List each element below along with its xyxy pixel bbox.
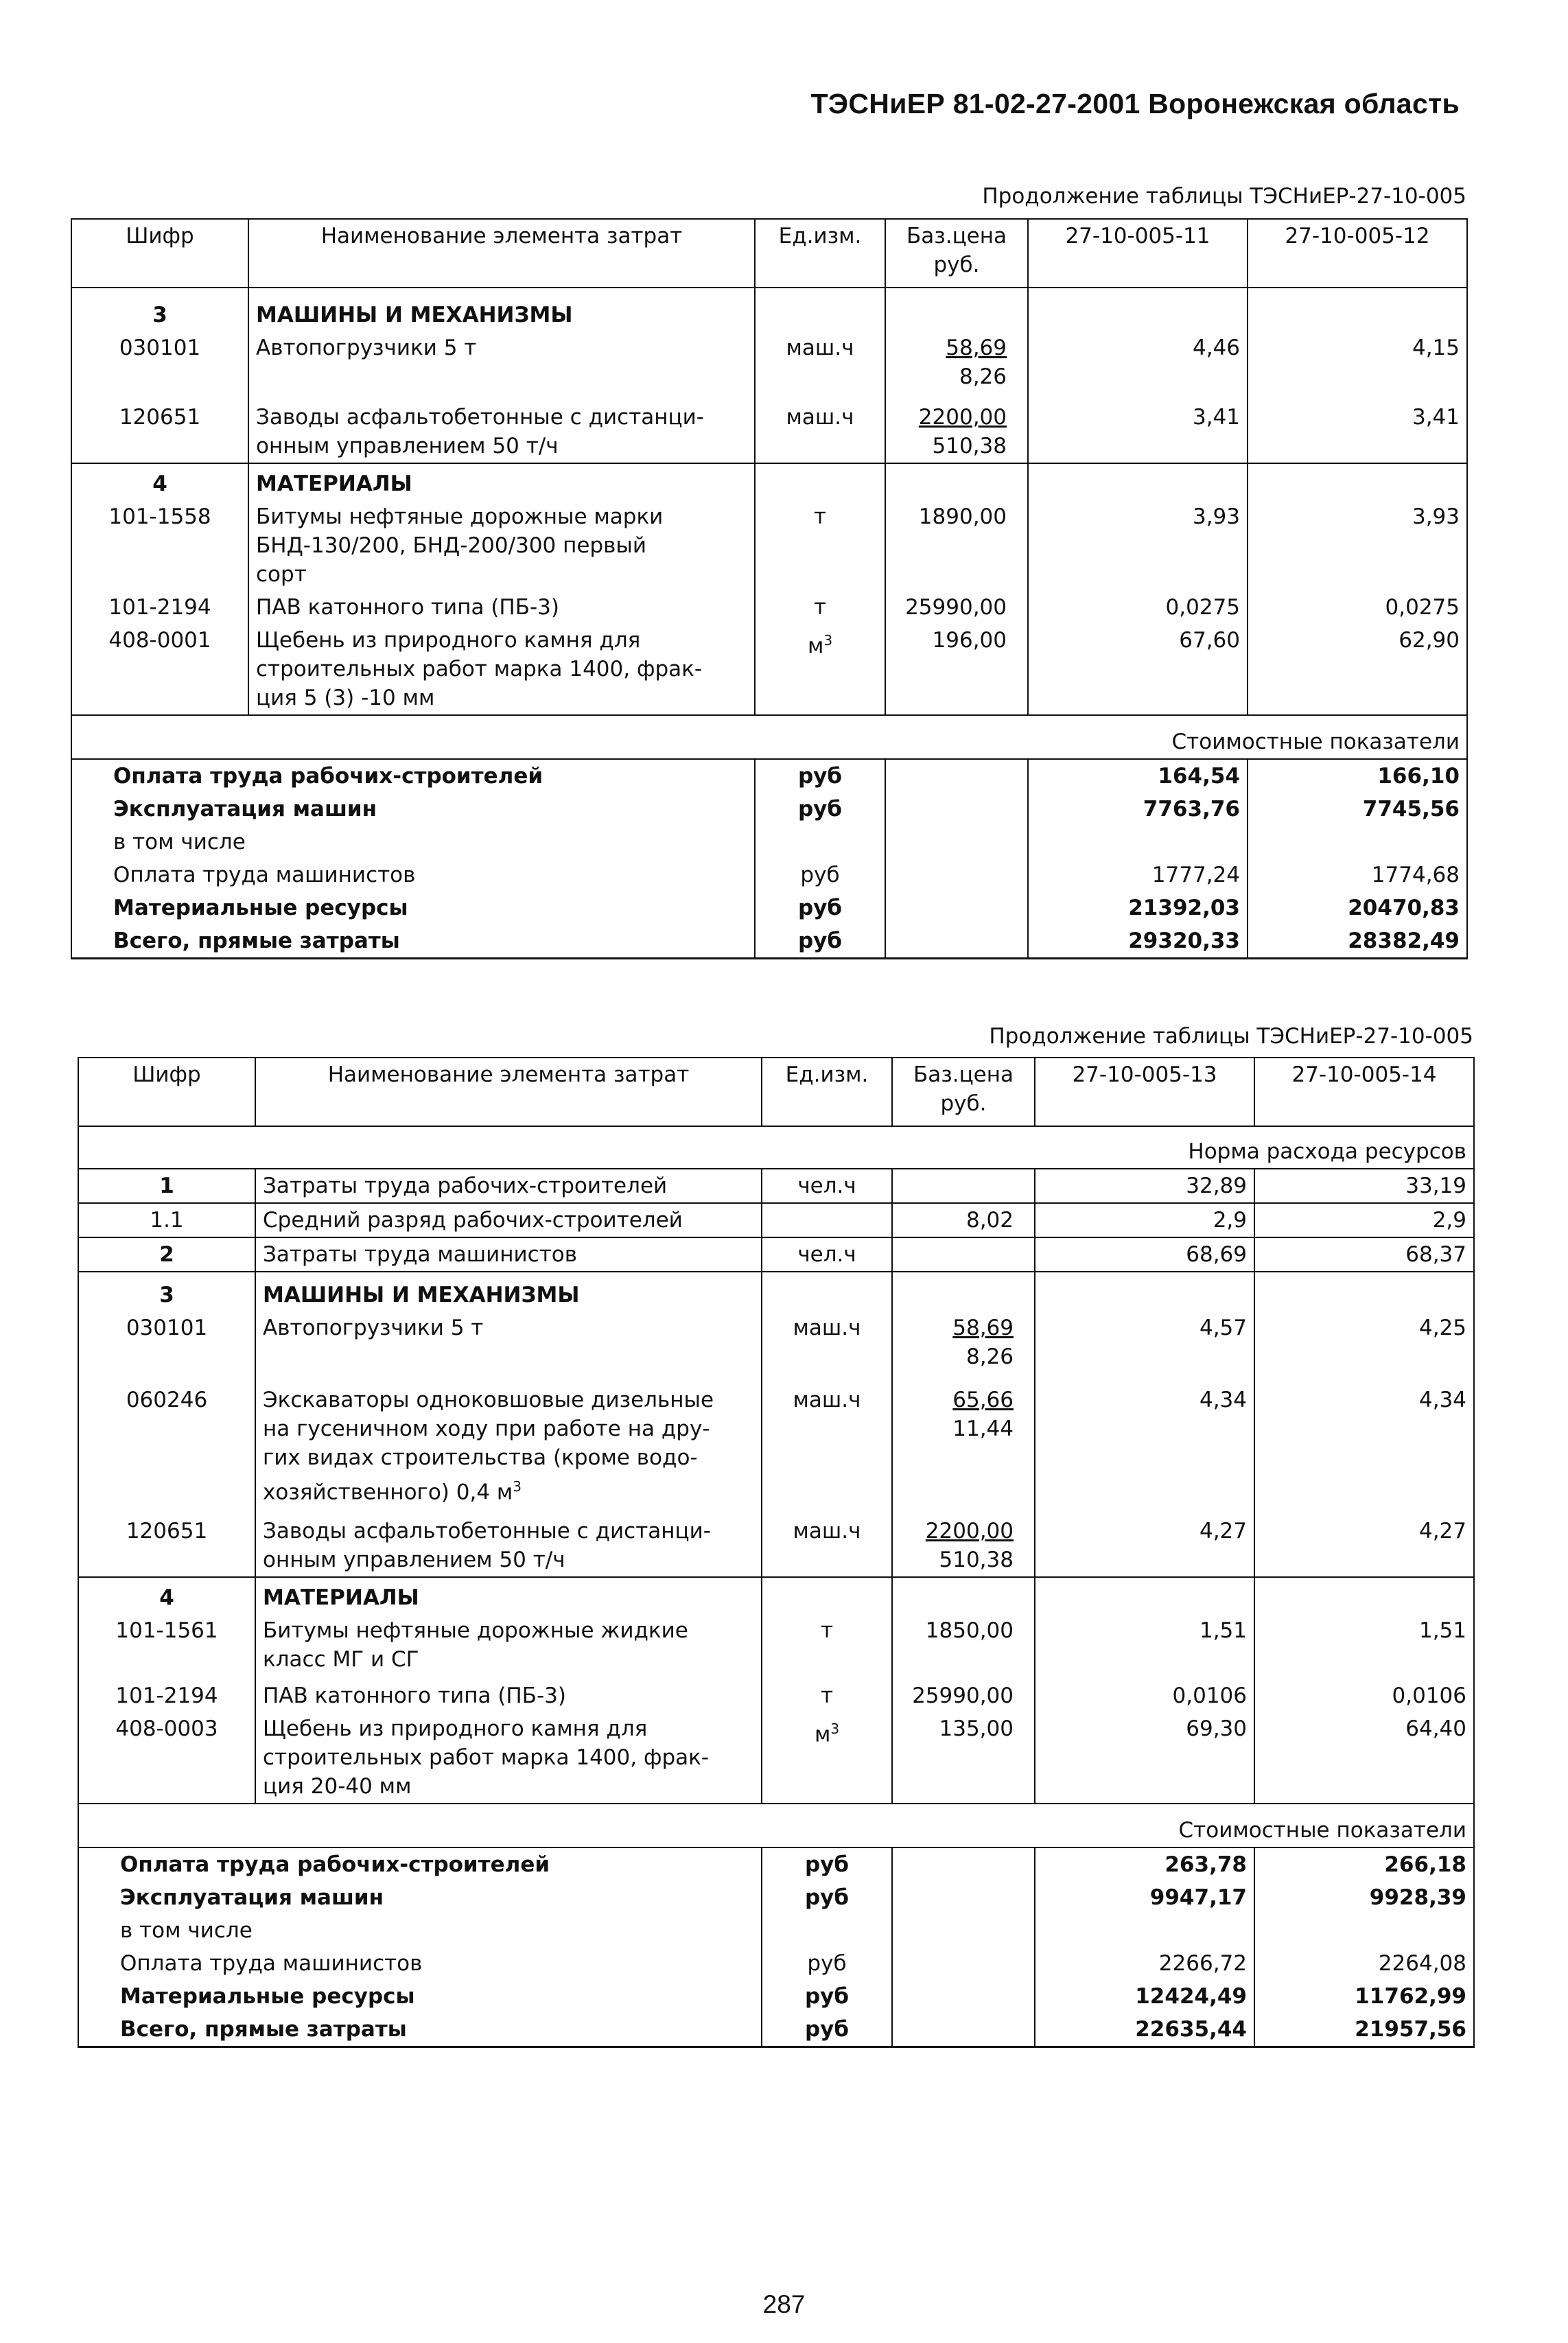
- table-cell: [885, 288, 1028, 331]
- table-cell: 0,0106: [1254, 1676, 1474, 1712]
- table-cell: Оплата труда машинистов: [78, 1947, 762, 1980]
- table-cell: Щебень из природного камня для строительных работ марка 1400, фрак- ция 5 (3) -10 мм: [248, 624, 755, 715]
- table-cell: маш.ч: [762, 1508, 892, 1577]
- table-cell: [755, 826, 885, 859]
- table-cell: Битумы нефтяные дорожные марки БНД-130/200, БНД-200/300 первый сорт: [248, 500, 755, 591]
- table-cell: [1254, 1577, 1474, 1614]
- table-cell: т: [762, 1676, 892, 1712]
- table-cell: т: [755, 591, 885, 624]
- table-row: [71, 591, 1467, 624]
- table-cell: [885, 463, 1028, 500]
- table-cell: в том числе: [71, 826, 755, 859]
- table-cell: [1254, 1272, 1474, 1312]
- table-cell: 2266,72: [1035, 1947, 1254, 1980]
- table-cell: 9928,39: [1254, 1881, 1474, 1914]
- table-cell: 266,18: [1254, 1847, 1474, 1881]
- table-cell: руб: [762, 1847, 892, 1881]
- table-cell: [762, 1272, 892, 1312]
- table-cell: 030101: [71, 331, 248, 393]
- table-cell: [892, 1577, 1035, 1614]
- table-cell: 4,34: [1254, 1373, 1474, 1508]
- table-cell: Материальные ресурсы: [71, 891, 755, 924]
- table2-caption: Продолжение таблицы ТЭСНиЕР-27-10-005: [989, 1024, 1473, 1049]
- table-cell: 166,10: [1248, 759, 1467, 793]
- table-cell: [1035, 1577, 1254, 1614]
- table-cell: 2200,00 510,38: [892, 1508, 1035, 1577]
- section-row: [71, 288, 1467, 331]
- table-cell: [762, 1914, 892, 1947]
- table-row: [78, 1614, 1474, 1676]
- table-cell: 58,69 8,26: [892, 1312, 1035, 1373]
- table-cell: 408-0001: [71, 624, 248, 715]
- table-cell: руб: [762, 1980, 892, 2013]
- table-cell: ПАВ катонного типа (ПБ-3): [248, 591, 755, 624]
- table-cell: Всего, прямые затраты: [71, 924, 755, 959]
- table-cell: 7745,56: [1248, 793, 1467, 826]
- table-cell: 408-0003: [78, 1712, 255, 1804]
- table-cell: [892, 2013, 1035, 2047]
- table-cell: $м^3$: [755, 624, 885, 715]
- table-cell: 263,78: [1035, 1847, 1254, 1881]
- table-cell: [885, 759, 1028, 793]
- table-cell: Оплата труда рабочих-строителей: [78, 1847, 762, 1881]
- table-cell: руб: [755, 793, 885, 826]
- table-cell: т: [755, 500, 885, 591]
- table-cell: маш.ч: [762, 1312, 892, 1373]
- column-header-b: 27-10-005-12: [1248, 219, 1467, 288]
- table-cell: 1777,24: [1028, 859, 1248, 891]
- table-cell: 1850,00: [892, 1614, 1035, 1676]
- table-cell: 1,51: [1035, 1614, 1254, 1676]
- summary-row: [78, 1847, 1474, 1881]
- table-cell: 030101: [78, 1312, 255, 1373]
- table-cell: [1035, 1272, 1254, 1312]
- table-cell: 101-2194: [71, 591, 248, 624]
- table-cell: Стоимостные показатели: [1035, 1804, 1474, 1847]
- table-cell: [892, 1980, 1035, 2013]
- table-cell: руб: [762, 1947, 892, 1980]
- table-cell: [1248, 826, 1467, 859]
- table-cell: Затраты труда машинистов: [255, 1237, 762, 1272]
- table-cell: [1028, 463, 1248, 500]
- page-number: 287: [762, 2290, 806, 2318]
- table-cell: руб: [755, 891, 885, 924]
- table-cell: [762, 1577, 892, 1614]
- table-cell: 4,34: [1035, 1373, 1254, 1508]
- table-cell: 120651: [78, 1508, 255, 1577]
- column-header-a: 27-10-005-11: [1028, 219, 1248, 288]
- table-cell: [892, 1272, 1035, 1312]
- table-cell: [1028, 826, 1248, 859]
- table-cell: руб: [755, 924, 885, 959]
- table-cell: 1,51: [1254, 1614, 1474, 1676]
- table-cell: [892, 1881, 1035, 1914]
- summary-row: [71, 891, 1467, 924]
- table-cell: 1: [78, 1169, 255, 1203]
- table-cell: 33,19: [1254, 1169, 1474, 1203]
- table-cell: маш.ч: [755, 393, 885, 463]
- summary-row: [71, 924, 1467, 959]
- column-header-unit: Ед.изм.: [762, 1058, 892, 1126]
- table-cell: 2,9: [1254, 1203, 1474, 1237]
- table-cell: 196,00: [885, 624, 1028, 715]
- table-row: [78, 1508, 1474, 1577]
- table-cell: Заводы асфальтобетонные с дистанци- онным управлением 50 т/ч: [255, 1508, 762, 1577]
- summary-row: [78, 1980, 1474, 2013]
- table-cell: Стоимостные показатели: [1028, 715, 1467, 759]
- table-row: [78, 1373, 1474, 1508]
- column-header-name: Наименование элемента затрат: [248, 219, 755, 288]
- table-cell: 25990,00: [885, 591, 1028, 624]
- table-cell: 0,0106: [1035, 1676, 1254, 1712]
- norm-label-row: [78, 1126, 1474, 1169]
- section-row: [78, 1577, 1474, 1614]
- column-header-price: Баз.цена руб.: [892, 1058, 1035, 1126]
- table-row: [78, 1237, 1474, 1272]
- table-cell: 101-2194: [78, 1676, 255, 1712]
- table-cell: 22635,44: [1035, 2013, 1254, 2047]
- column-header-unit: Ед.изм.: [755, 219, 885, 288]
- table-cell: 101-1561: [78, 1614, 255, 1676]
- table-cell: 62,90: [1248, 624, 1467, 715]
- table1-caption: Продолжение таблицы ТЭСНиЕР-27-10-005: [982, 184, 1466, 209]
- table-cell: Материальные ресурсы: [78, 1980, 762, 2013]
- table-row: [71, 500, 1467, 591]
- cost-label-row: [78, 1804, 1474, 1847]
- table-cell: Битумы нефтяные дорожные жидкие класс МГ и СГ: [255, 1614, 762, 1676]
- table-cell: [755, 463, 885, 500]
- column-header-b: 27-10-005-14: [1254, 1058, 1474, 1126]
- table-cell: 4,15: [1248, 331, 1467, 393]
- page-title: ТЭСНиЕР 81-02-27-2001 Воронежская область: [810, 88, 1460, 119]
- table-cell: 3,41: [1028, 393, 1248, 463]
- table-cell: 7763,76: [1028, 793, 1248, 826]
- table-cell: 32,89: [1035, 1169, 1254, 1203]
- table-cell: [885, 793, 1028, 826]
- table-cell: Экскаваторы одноковшовые дизельные на гусеничном ходу при работе на дру- гих видах строительства (кроме водо- хозяйственного) 0,4 $м^3$: [255, 1373, 762, 1508]
- table-cell: [885, 826, 1028, 859]
- table-cell: Автопогрузчики 5 т: [248, 331, 755, 393]
- table-cell: 1.1: [78, 1203, 255, 1237]
- table-cell: т: [762, 1614, 892, 1676]
- section-row: [78, 1272, 1474, 1312]
- table-cell: 4,25: [1254, 1312, 1474, 1373]
- table-cell: $м^3$: [762, 1712, 892, 1804]
- table-cell: [762, 1203, 892, 1237]
- table-cell: Щебень из природного камня для строительных работ марка 1400, фрак- ция 20-40 мм: [255, 1712, 762, 1804]
- table1: [71, 218, 1468, 959]
- table-cell: 4: [71, 463, 248, 500]
- table-cell: 68,69: [1035, 1237, 1254, 1272]
- table-cell: чел.ч: [762, 1169, 892, 1203]
- table-cell: Средний разряд рабочих-строителей: [255, 1203, 762, 1237]
- table-cell: 3,41: [1248, 393, 1467, 463]
- table-cell: 64,40: [1254, 1712, 1474, 1804]
- table-cell: Норма расхода ресурсов: [1035, 1126, 1474, 1169]
- table-cell: 120651: [71, 393, 248, 463]
- table-cell: [892, 1914, 1035, 1947]
- table-cell: чел.ч: [762, 1237, 892, 1272]
- table-cell: 69,30: [1035, 1712, 1254, 1804]
- table-cell: 135,00: [892, 1712, 1035, 1804]
- table-cell: 164,54: [1028, 759, 1248, 793]
- table2-header-row: [78, 1058, 1474, 1126]
- column-header-code: Шифр: [71, 219, 248, 288]
- summary-row: [78, 2013, 1474, 2047]
- table1-header-row: [71, 219, 1467, 288]
- table-cell: 4: [78, 1577, 255, 1614]
- table-cell: 0,0275: [1248, 591, 1467, 624]
- table-cell: маш.ч: [762, 1373, 892, 1508]
- table-cell: 11762,99: [1254, 1980, 1474, 2013]
- table-cell: 2264,08: [1254, 1947, 1474, 1980]
- summary-row: [78, 1881, 1474, 1914]
- summary-row: [78, 1914, 1474, 1947]
- table-cell: Эксплуатация машин: [71, 793, 755, 826]
- table-cell: 3,93: [1028, 500, 1248, 591]
- table-cell: [78, 1126, 1035, 1169]
- table-cell: МАТЕРИАЛЫ: [255, 1577, 762, 1614]
- table-row: [78, 1676, 1474, 1712]
- table-cell: 060246: [78, 1373, 255, 1508]
- table-cell: Автопогрузчики 5 т: [255, 1312, 762, 1373]
- table-cell: руб: [762, 2013, 892, 2047]
- summary-row: [78, 1947, 1474, 1980]
- table-cell: [71, 715, 1028, 759]
- table-cell: МАШИНЫ И МЕХАНИЗМЫ: [255, 1272, 762, 1312]
- summary-row: [71, 826, 1467, 859]
- table-cell: [892, 1237, 1035, 1272]
- table-cell: 65,66 11,44: [892, 1373, 1035, 1508]
- table-cell: 0,0275: [1028, 591, 1248, 624]
- table-cell: Оплата труда машинистов: [71, 859, 755, 891]
- table-row: [78, 1712, 1474, 1804]
- table-cell: [892, 1947, 1035, 1980]
- table-cell: 3: [71, 288, 248, 331]
- table-cell: 21957,56: [1254, 2013, 1474, 2047]
- column-header-code: Шифр: [78, 1058, 255, 1126]
- table-cell: 3: [78, 1272, 255, 1312]
- table-cell: 4,27: [1035, 1508, 1254, 1577]
- summary-row: [71, 859, 1467, 891]
- table-cell: Эксплуатация машин: [78, 1881, 762, 1914]
- table-row: [78, 1312, 1474, 1373]
- table-cell: Оплата труда рабочих-строителей: [71, 759, 755, 793]
- table-cell: [78, 1804, 1035, 1847]
- table-cell: 1774,68: [1248, 859, 1467, 891]
- table-cell: [885, 859, 1028, 891]
- table-cell: 2200,00 510,38: [885, 393, 1028, 463]
- section-row: [71, 463, 1467, 500]
- table-cell: 8,02: [892, 1203, 1035, 1237]
- table-cell: [1035, 1914, 1254, 1947]
- table-cell: 68,37: [1254, 1237, 1474, 1272]
- table-cell: 2: [78, 1237, 255, 1272]
- table-cell: руб: [755, 759, 885, 793]
- table-cell: 58,69 8,26: [885, 331, 1028, 393]
- table-row: [78, 1169, 1474, 1203]
- table-cell: руб: [762, 1881, 892, 1914]
- column-header-a: 27-10-005-13: [1035, 1058, 1254, 1126]
- table-cell: [885, 891, 1028, 924]
- table-cell: 29320,33: [1028, 924, 1248, 959]
- table-cell: [1028, 288, 1248, 331]
- table-cell: 2,9: [1035, 1203, 1254, 1237]
- table-row: [71, 624, 1467, 715]
- column-header-price: Баз.цена руб.: [885, 219, 1028, 288]
- column-header-name: Наименование элемента затрат: [255, 1058, 762, 1126]
- table-cell: 4,46: [1028, 331, 1248, 393]
- table-cell: 9947,17: [1035, 1881, 1254, 1914]
- table-cell: в том числе: [78, 1914, 762, 1947]
- table-cell: 4,57: [1035, 1312, 1254, 1373]
- table2: [78, 1057, 1475, 2048]
- table-cell: руб: [755, 859, 885, 891]
- table-cell: 101-1558: [71, 500, 248, 591]
- table-cell: Всего, прямые затраты: [78, 2013, 762, 2047]
- table-cell: [885, 924, 1028, 959]
- table-cell: 20470,83: [1248, 891, 1467, 924]
- table-cell: [755, 288, 885, 331]
- table-cell: [892, 1169, 1035, 1203]
- table-row: [71, 331, 1467, 393]
- table-cell: 3,93: [1248, 500, 1467, 591]
- table-cell: Затраты труда рабочих-строителей: [255, 1169, 762, 1203]
- summary-row: [71, 793, 1467, 826]
- table-cell: МАТЕРИАЛЫ: [248, 463, 755, 500]
- table-cell: 67,60: [1028, 624, 1248, 715]
- table-cell: маш.ч: [755, 331, 885, 393]
- summary-row: [71, 759, 1467, 793]
- table-cell: МАШИНЫ И МЕХАНИЗМЫ: [248, 288, 755, 331]
- table-cell: 1890,00: [885, 500, 1028, 591]
- table-cell: 21392,03: [1028, 891, 1248, 924]
- table-cell: Заводы асфальтобетонные с дистанци- онным управлением 50 т/ч: [248, 393, 755, 463]
- table-row: [78, 1203, 1474, 1237]
- table-cell: 28382,49: [1248, 924, 1467, 959]
- table-cell: [1254, 1914, 1474, 1947]
- table-cell: [892, 1847, 1035, 1881]
- table-cell: 4,27: [1254, 1508, 1474, 1577]
- table-cell: [1248, 463, 1467, 500]
- table-cell: [1248, 288, 1467, 331]
- table-row: [71, 393, 1467, 463]
- table-cell: ПАВ катонного типа (ПБ-3): [255, 1676, 762, 1712]
- cost-label-row: [71, 715, 1467, 759]
- table-cell: 25990,00: [892, 1676, 1035, 1712]
- table-cell: 12424,49: [1035, 1980, 1254, 2013]
